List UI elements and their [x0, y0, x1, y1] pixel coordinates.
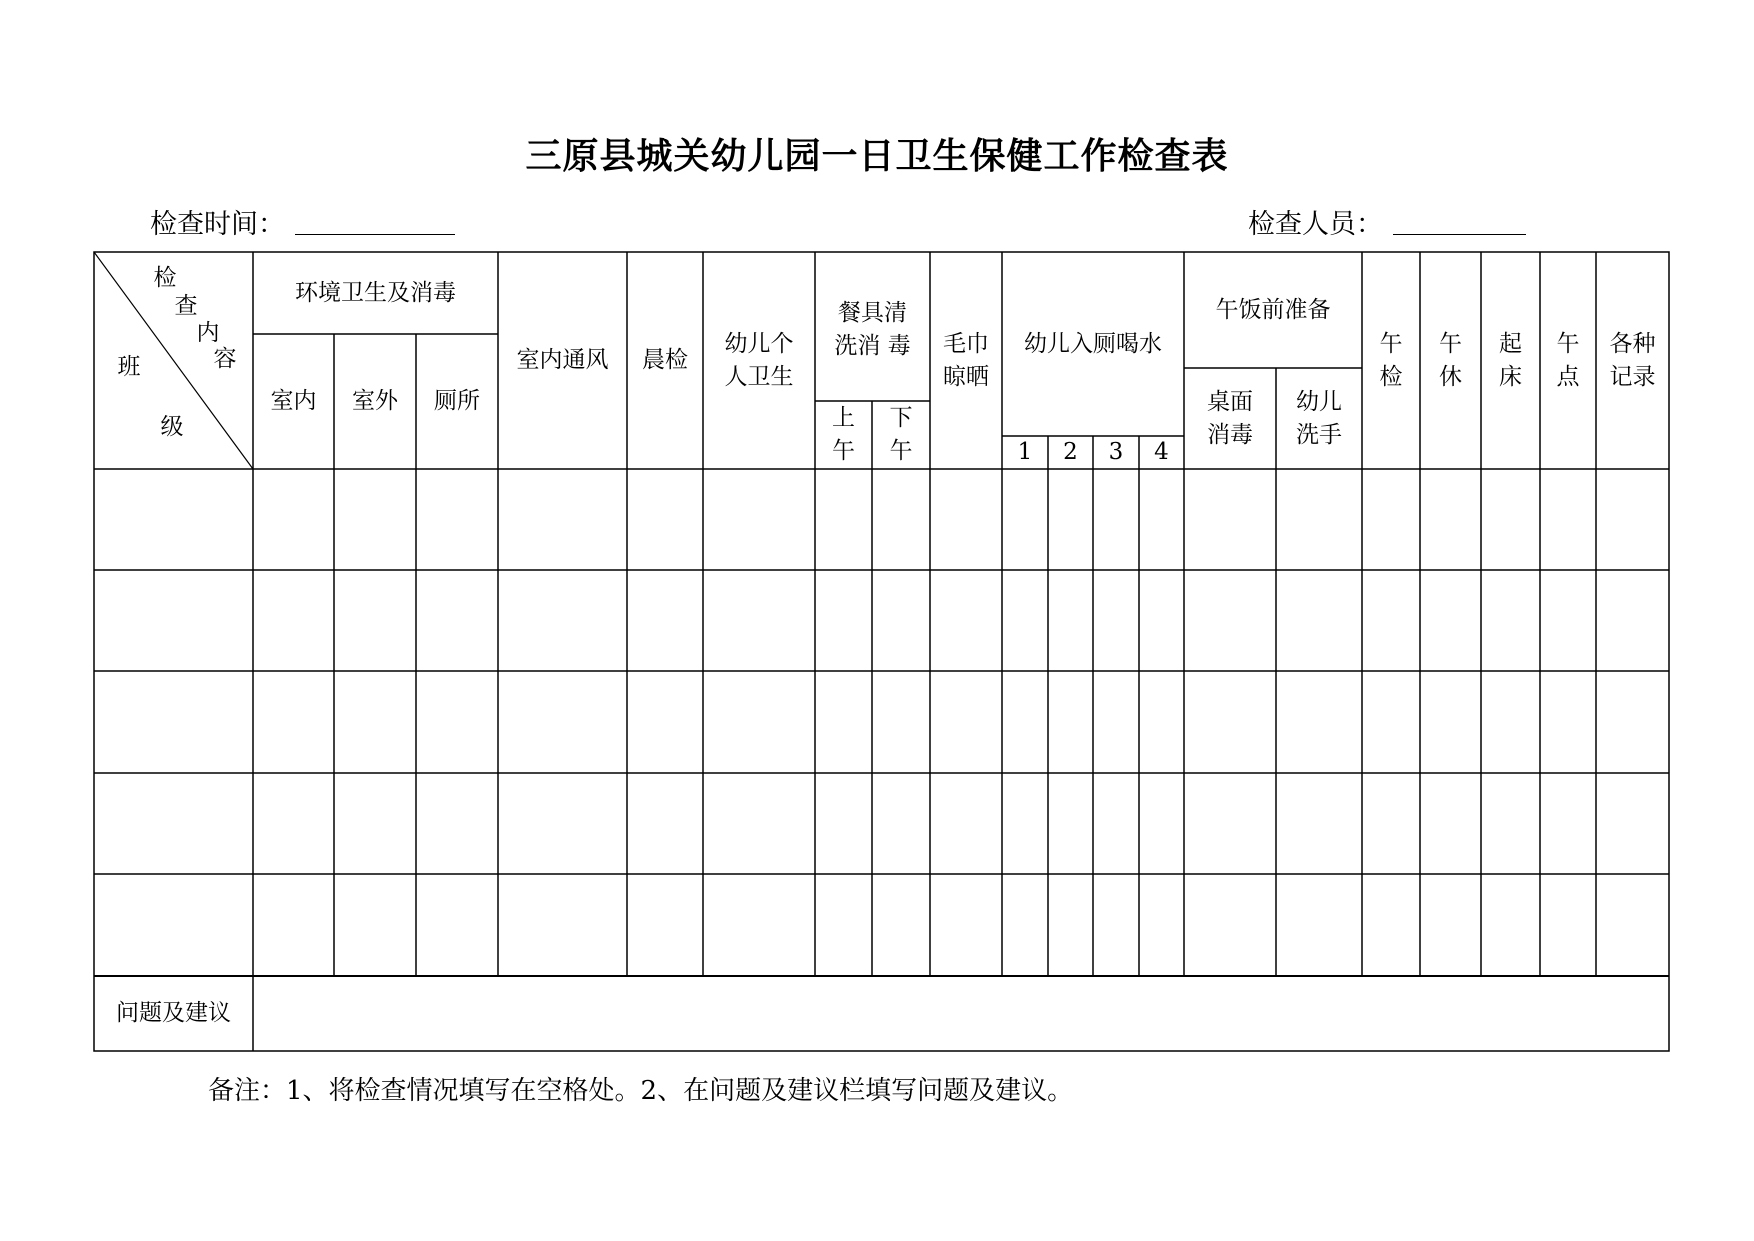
header-water-4: 4 [1154, 439, 1169, 465]
header-wake-up: 起 床 [1499, 330, 1522, 390]
corner-class-char: 班 [117, 354, 141, 380]
corner-class-char: 级 [160, 414, 184, 440]
header-indoor: 室内 [270, 388, 317, 414]
header-tableware: 餐具清 洗消 毒 [834, 299, 911, 359]
page-title: 三原县城关幼儿园一日卫生保健工作检查表 [525, 135, 1229, 177]
header-noon-check: 午 检 [1379, 330, 1403, 390]
footnote: 备注：1、将检查情况填写在空格处。2、在问题及建议栏填写问题及建议。 [208, 1076, 1074, 1106]
table-row[interactable] [94, 874, 1669, 976]
header-table-disinfect: 桌面 消毒 [1207, 388, 1253, 448]
issues-input[interactable] [253, 976, 1669, 1051]
header-snack: 午 点 [1556, 330, 1580, 390]
header-personal-hygiene: 幼儿个 人卫生 [724, 330, 794, 390]
corner-char: 检 [153, 265, 177, 291]
corner-char: 查 [174, 293, 198, 319]
header-pre-lunch: 午饭前准备 [1215, 296, 1331, 323]
header-toilet-water: 幼儿入厕喝水 [1024, 330, 1162, 357]
corner-char: 内 [196, 320, 220, 346]
header-morning-check: 晨检 [642, 347, 688, 373]
header-records: 各种 记录 [1609, 330, 1656, 390]
table-row[interactable] [94, 773, 1669, 874]
header-toilet: 厕所 [434, 388, 480, 414]
header-ventilation: 室内通风 [516, 347, 609, 373]
corner-char: 容 [213, 346, 237, 372]
header-outdoor: 室外 [352, 388, 398, 414]
header-water-2: 2 [1063, 439, 1078, 465]
issues-label: 问题及建议 [116, 1000, 231, 1026]
header-environment: 环境卫生及消毒 [295, 279, 456, 306]
table-row[interactable] [94, 469, 1669, 570]
table-row[interactable] [94, 570, 1669, 671]
header-afternoon: 下 午 [889, 405, 913, 464]
table-row[interactable] [94, 671, 1669, 773]
header-nap: 午 休 [1439, 330, 1462, 390]
header-water-1: 1 [1017, 439, 1033, 465]
header-morning: 上 午 [832, 405, 855, 464]
inspector-label: 检查人员： [1248, 209, 1383, 240]
check-time-label: 检查时间： [150, 209, 285, 240]
header-water-3: 3 [1108, 439, 1124, 465]
header-towel: 毛巾 晾晒 [943, 330, 989, 390]
header-hand-wash: 幼儿 洗手 [1296, 388, 1342, 448]
